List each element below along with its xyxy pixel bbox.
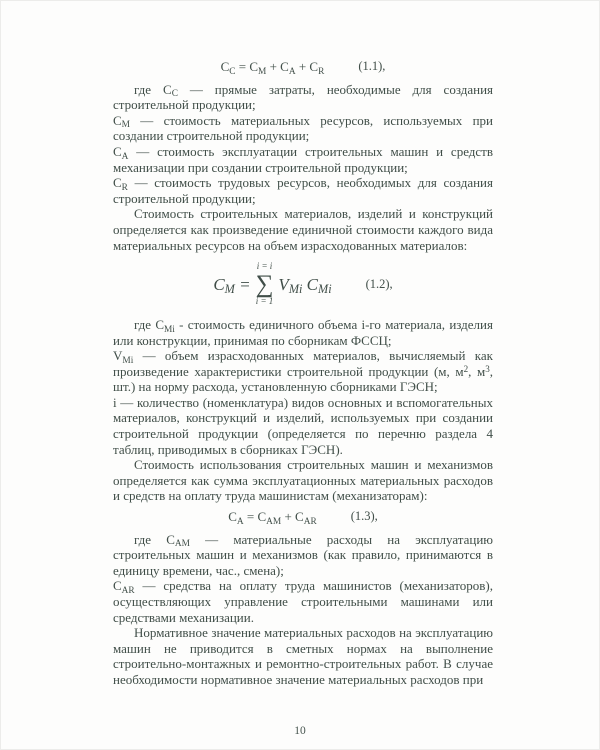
- paragraph: Стоимость использования строительных машин и механизмов определяется как сумма эксплуатационных материальных расходов и средств на оплату труда машинистам (механизаторам):: [113, 457, 493, 504]
- paragraph: где $C_{Mi}$ - стоимость единичного объема i-го материала, изделия или конструкции, принимая по сборникам ФССЦ;: [113, 316, 493, 348]
- page-number: 10: [294, 725, 306, 737]
- paragraph: $C_{AR}$ — средства на оплату труда машинистов (механизаторов), осуществляющих управление строительными машинами или средствами механизации.: [113, 578, 493, 625]
- document-body: [113, 54, 493, 688]
- formula-1-2: $C_M$ = i = i ∑ i = 1 $V_{Mi}$ $C_{Mi}$ (1.2),: [213, 261, 393, 307]
- paragraph: $V_{Mi}$ — объем израсходованных материалов, вычисляемый как произведение характеристики строительной продукции (м, $м^2$, $м^3$, шт.) на норму расхода, установленную сборниками ГЭСН;: [113, 348, 493, 395]
- paragraph: где $C_{AM}$ — материальные расходы на эксплуатацию строительных машин и механизмов (как правило, принимаются в единицу времени, час., смена);: [113, 531, 493, 578]
- paragraph: $C_M$ — стоимость материальных ресурсов, используемых при создании строительной продукции;: [113, 112, 493, 144]
- paragraph: Нормативное значение материальных расходов на эксплуатацию машин не приводится в сметных нормах на выполнение строительно-монтажных и ремонтно-строительных работ. В случае необходимости нормативное значение материальных расходов при: [113, 625, 493, 687]
- paragraph: где $C_C$ — прямые затраты, необходимые для создания строительной продукции;: [113, 81, 494, 113]
- summation-sign: i = i ∑ i = 1: [255, 261, 274, 307]
- paragraph: $C_R$ — стоимость трудовых ресурсов, необходимых для создания строительной продукции;: [113, 175, 493, 206]
- paragraph: Стоимость строительных материалов, изделий и конструкций определяется как произведение единичной стоимости каждого вида материальных ресурсов на объем израсходованных материалов:: [113, 206, 493, 253]
- formula-1-3: $C_A = C_{AM} + C_{AR}$ (1.3),: [228, 509, 378, 527]
- formula-1-1: $C_C = C_M + C_A + C_R$ (1.1),: [220, 59, 386, 77]
- paragraph: i — количество (номенклатура) видов основных и вспомогательных материалов, конструкций и изделий, используемых при создании строительной продукции (определяется по перечню раздела 4 таблиц, приводимых в сборниках ГЭСН).: [113, 394, 493, 457]
- paragraph: $C_A$ — стоимость эксплуатации строительных машин и средств механизации при создании строительной продукции;: [113, 143, 493, 175]
